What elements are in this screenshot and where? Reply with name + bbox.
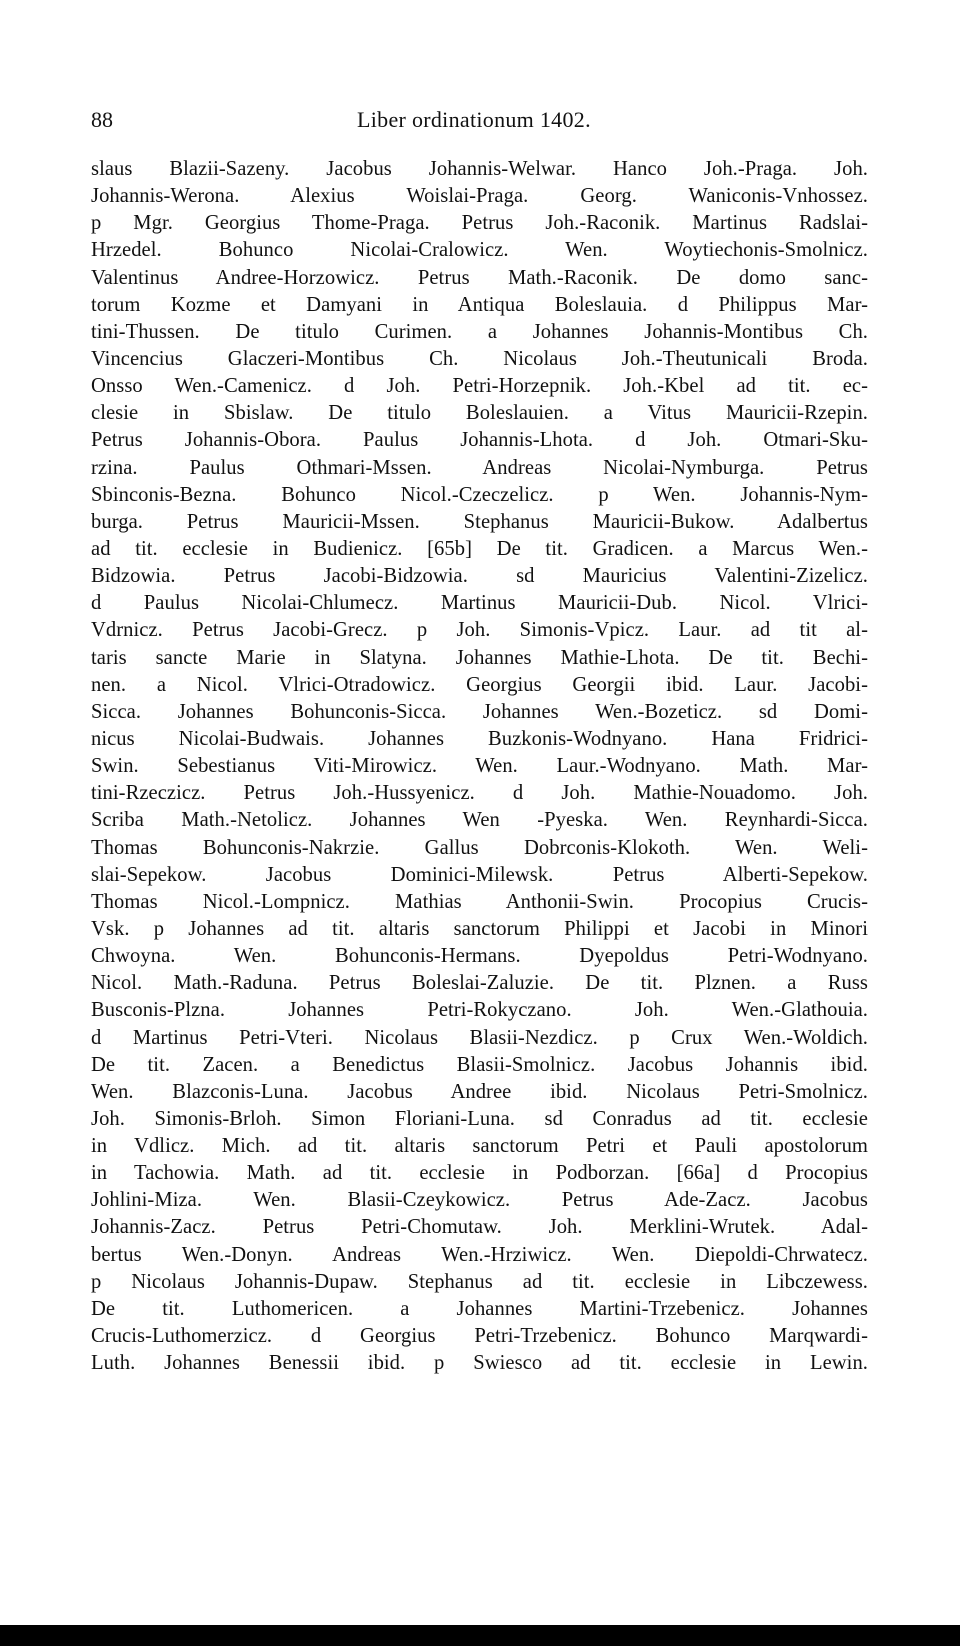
text-line: Chwoyna. Wen. Bohunconis-Hermans. Dyepoldus Petri-Wodnyano. [91,945,868,968]
text-line: Vsk. p Johannes ad tit. altaris sanctorum Philippi et Jacobi in Minori [91,917,868,940]
text-line: ad tit. ecclesie in Budienicz. [65b] De tit. Gradicen. a Marcus Wen.- [91,537,868,560]
text-line: p Nicolaus Johannis-Dupaw. Stephanus ad tit. ecclesie in Libczewess. [91,1270,868,1293]
running-title: Liber ordinationum 1402. [357,107,591,132]
text-line: p Mgr. Georgius Thome-Praga. Petrus Joh.-Raconik. Martinus Radslai- [91,212,868,235]
text-line: Luth. Johannes Benessii ibid. p Swiesco ad tit. ecclesie in Lewin. [91,1352,868,1375]
text-line: Bidzowia. Petrus Jacobi-Bidzowia. sd Mauricius Valentini-Zizelicz. [91,565,868,588]
text-line: tini-Thussen. De titulo Curimen. a Johannes Johannis-Montibus Ch. [91,320,868,343]
text-line: Sicca. Johannes Bohunconis-Sicca. Johannes Wen.-Bozeticz. sd Domi- [91,700,868,723]
text-line: Johannis-Zacz. Petrus Petri-Chomutaw. Joh. Merklini-Wrutek. Adal- [91,1216,868,1239]
page-number: 88 [91,107,113,132]
text-line: Vincencius Glaczeri-Montibus Ch. Nicolaus Joh.-Theutunicali Broda. [91,347,868,370]
text-line: in Tachowia. Math. ad tit. ecclesie in Podborzan. [66a] d Procopius [91,1162,868,1185]
text-line: burga. Petrus Mauricii-Mssen. Stephanus Mauricii-Bukow. Adalbertus [91,510,868,533]
text-line: Johlini-Miza. Wen. Blasii-Czeykowicz. Petrus Ade-Zacz. Jacobus [91,1189,868,1212]
text-line: Thomas Bohunconis-Nakrzie. Gallus Dobrconis-Klokoth. Wen. Weli- [91,836,868,859]
text-line: slai-Sepekow. Jacobus Dominici-Milewsk. Petrus Alberti-Sepekow. [91,863,868,886]
text-line: Busconis-Plzna. Johannes Petri-Rokyczano. Joh. Wen.-Glathouia. [91,999,868,1022]
text-line: Petrus Johannis-Obora. Paulus Johannis-Lhota. d Joh. Otmari-Sku- [91,429,868,452]
text-line: Scriba Math.-Netolicz. Johannes Wen -Pyeska. Wen. Reynhardi-Sicca. [91,809,868,832]
text-line: torum Kozme et Damyani in Antiqua Boleslauia. d Philippus Mar- [91,293,868,316]
text-line: Vdrnicz. Petrus Jacobi-Grecz. p Joh. Simonis-Vpicz. Laur. ad tit al- [91,619,868,642]
bottom-border [0,1625,960,1646]
text-line: bertus Wen.-Donyn. Andreas Wen.-Hrziwicz. Wen. Diepoldi-Chrwatecz. [91,1243,868,1266]
text-line: taris sancte Marie in Slatyna. Johannes Mathie-Lhota. De tit. Bechi- [91,646,868,669]
text-line: Swin. Sebestianus Viti-Mirowicz. Wen. Laur.-Wodnyano. Math. Mar- [91,755,868,778]
text-line: in Vdlicz. Mich. ad tit. altaris sanctorum Petri et Pauli apostolorum [91,1135,868,1158]
running-head [91,104,626,136]
text-line: clesie in Sbislaw. De titulo Boleslauien. a Vitus Mauricii-Rzepin. [91,402,868,425]
text-line: nen. a Nicol. Vlrici-Otradowicz. Georgius Georgii ibid. Laur. Jacobi- [91,673,868,696]
text-line: rzina. Paulus Othmari-Mssen. Andreas Nicolai-Nymburga. Petrus [91,456,868,479]
text-body [91,156,868,1377]
text-line: tini-Rzeczicz. Petrus Joh.-Hussyenicz. d Joh. Mathie-Nouadomo. Joh. [91,782,868,805]
text-line: d Martinus Petri-Vteri. Nicolaus Blasii-Nezdicz. p Crux Wen.-Woldich. [91,1026,868,1049]
text-line: Johannis-Werona. Alexius Woislai-Praga. Georg. Waniconis-Vnhossez. [91,185,868,208]
text-line: De tit. Luthomericen. a Johannes Martini-Trzebenicz. Johannes [91,1297,868,1320]
text-line: slaus Blazii-Sazeny. Jacobus Johannis-Welwar. Hanco Joh.-Praga. Joh. [91,158,868,180]
text-line: Valentinus Andree-Horzowicz. Petrus Math.-Raconik. De domo sanc- [91,266,868,289]
text-line: nicus Nicolai-Budwais. Johannes Buzkonis-Wodnyano. Hana Fridrici- [91,727,868,750]
text-line: Joh. Simonis-Brloh. Simon Floriani-Luna. sd Conradus ad tit. ecclesie [91,1107,868,1130]
text-line: Thomas Nicol.-Lompnicz. Mathias Anthonii-Swin. Procopius Crucis- [91,890,868,913]
text-line: d Paulus Nicolai-Chlumecz. Martinus Mauricii-Dub. Nicol. Vlrici- [91,592,868,615]
text-line: Wen. Blazconis-Luna. Jacobus Andree ibid. Nicolaus Petri-Smolnicz. [91,1080,868,1103]
text-line: De tit. Zacen. a Benedictus Blasii-Smolnicz. Jacobus Johannis ibid. [91,1053,868,1076]
text-line: Sbinconis-Bezna. Bohunco Nicol.-Czeczelicz. p Wen. Johannis-Nym- [91,483,868,506]
text-line: Onsso Wen.-Camenicz. d Joh. Petri-Horzepnik. Joh.-Kbel ad tit. ec- [91,375,868,398]
text-line: Hrzedel. Bohunco Nicolai-Cralowicz. Wen. Woytiechonis-Smolnicz. [91,239,868,262]
text-line: Nicol. Math.-Raduna. Petrus Boleslai-Zaluzie. De tit. Plznen. a Russ [91,972,868,995]
text-line: Crucis-Luthomerzicz. d Georgius Petri-Trzebenicz. Bohunco Marqwardi- [91,1325,868,1348]
